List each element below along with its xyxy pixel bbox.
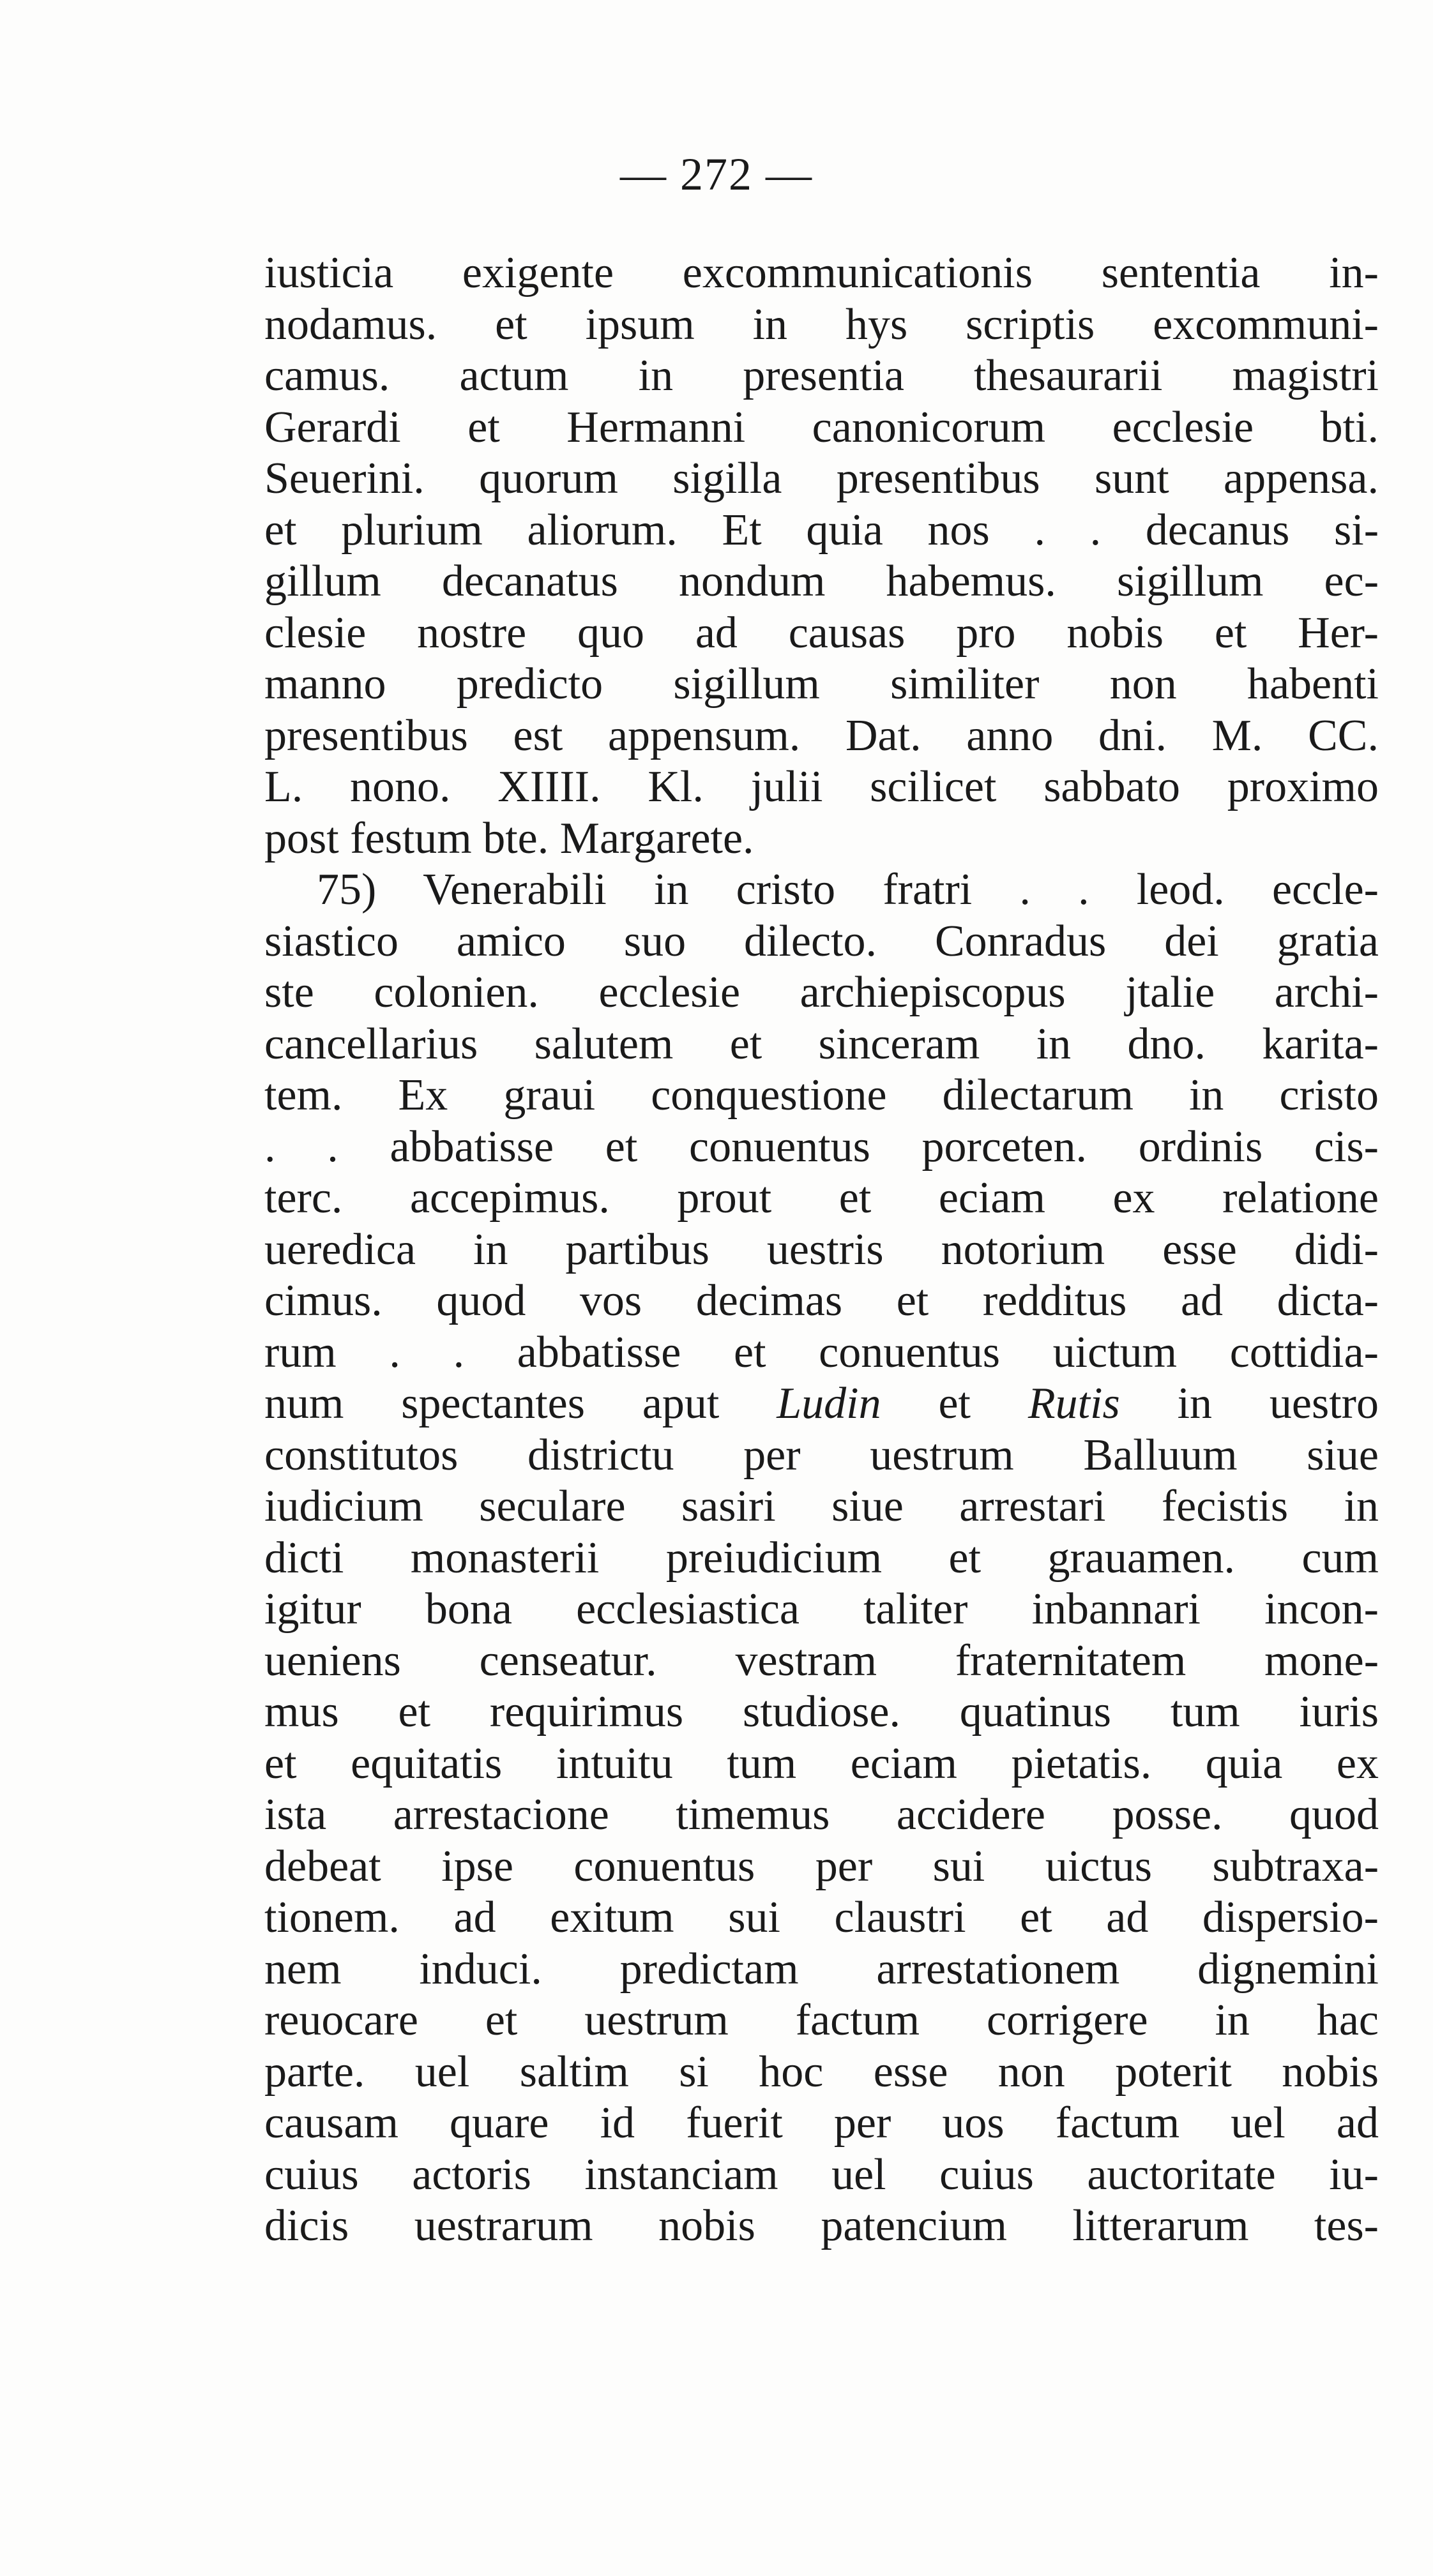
text-segment: ste colonien. ecclesie archiepiscopus jtalie archi- bbox=[264, 968, 1379, 1017]
italic-place-name: Ludin bbox=[777, 1379, 881, 1428]
text-line bbox=[264, 1070, 1379, 1122]
text-line bbox=[264, 1533, 1379, 1585]
text-segment: et equitatis intuitu tum eciam pietatis. quia ex bbox=[264, 1738, 1379, 1788]
text-segment: igitur bona ecclesiastica taliter inbannari incon- bbox=[264, 1585, 1379, 1634]
text-segment: presentibus est appensum. Dat. anno dni. M. CC. bbox=[264, 711, 1379, 760]
text-segment: ueniens censeatur. vestram fraternitatem mone- bbox=[264, 1636, 1379, 1685]
text-segment: camus. actum in presentia thesaurarii magistri bbox=[264, 351, 1379, 400]
text-segment: rum . . abbatisse et conuentus uictum cottidia- bbox=[264, 1327, 1379, 1377]
text-segment: Seuerini. quorum sigilla presentibus sunt appensa. bbox=[264, 454, 1379, 503]
text-segment: Gerardi et Hermanni canonicorum ecclesie bti. bbox=[264, 402, 1379, 452]
text-line bbox=[264, 2201, 1379, 2252]
text-line bbox=[264, 1687, 1379, 1738]
text-line bbox=[264, 608, 1379, 659]
text-segment: ista arrestacione timemus accidere posse. quod bbox=[264, 1790, 1379, 1839]
text-line bbox=[264, 556, 1379, 608]
text-segment: L. nono. XIIII. Kl. julii scilicet sabbato proximo bbox=[264, 762, 1379, 811]
text-segment: mus et requirimus studiose. quatinus tum iuris bbox=[264, 1687, 1379, 1736]
text-line bbox=[264, 1173, 1379, 1224]
text-line bbox=[264, 1892, 1379, 1944]
text-segment: constitutos districtu per uestrum Balluum siue bbox=[264, 1430, 1379, 1480]
text-line bbox=[264, 1327, 1379, 1379]
text-segment: nem induci. predictam arrestationem dignemini bbox=[264, 1944, 1379, 1994]
text-line bbox=[264, 659, 1379, 711]
text-segment: debeat ipse conuentus per sui uictus subtraxa- bbox=[264, 1841, 1379, 1891]
text-segment: cancellarius salutem et sinceram in dno. karita- bbox=[264, 1019, 1379, 1069]
text-line bbox=[264, 1430, 1379, 1482]
text-segment: tionem. ad exitum sui claustri et ad dispersio- bbox=[264, 1893, 1379, 1942]
text-line bbox=[264, 453, 1379, 505]
text-segment: iudicium seculare sasiri siue arrestari fecistis in bbox=[264, 1482, 1379, 1531]
text-line bbox=[264, 2150, 1379, 2201]
text-line bbox=[264, 1584, 1379, 1636]
text-line bbox=[264, 1276, 1379, 1327]
text-segment: et bbox=[881, 1379, 1028, 1428]
text-line bbox=[264, 402, 1379, 454]
text-segment: manno predicto sigillum similiter non habenti bbox=[264, 659, 1379, 709]
text-line bbox=[264, 916, 1379, 968]
text-line bbox=[264, 1944, 1379, 1996]
text-segment: cimus. quod vos decimas et redditus ad dicta- bbox=[264, 1276, 1379, 1325]
text-line bbox=[264, 1481, 1379, 1533]
italic-place-name: Rutis bbox=[1027, 1379, 1120, 1428]
text-line bbox=[264, 711, 1379, 762]
text-segment: 75) Venerabili in cristo fratri . . leod. eccle- bbox=[317, 865, 1379, 914]
text-segment: ueredica in partibus uestris notorium esse didi- bbox=[264, 1224, 1379, 1274]
text-segment: reuocare et uestrum factum corrigere in hac bbox=[264, 1996, 1379, 2045]
text-segment: parte. uel saltim si hoc esse non poterit nobis bbox=[264, 2047, 1379, 2097]
text-line bbox=[264, 350, 1379, 402]
text-segment: terc. accepimus. prout et eciam ex relatione bbox=[264, 1173, 1379, 1223]
text-segment: dicis uestrarum nobis patencium litterarum tes- bbox=[264, 2201, 1379, 2250]
text-segment: gillum decanatus nondum habemus. sigillum ec- bbox=[264, 557, 1379, 606]
text-line bbox=[264, 762, 1379, 813]
text-segment: tem. Ex graui conquestione dilectarum in cristo bbox=[264, 1071, 1379, 1120]
text-line bbox=[264, 248, 1379, 299]
text-segment: siastico amico suo dilecto. Conradus dei gratia bbox=[264, 916, 1379, 966]
text-line bbox=[264, 1789, 1379, 1841]
text-segment: clesie nostre quo ad causas pro nobis et Her- bbox=[264, 608, 1379, 658]
text-line bbox=[264, 1738, 1379, 1790]
text-line bbox=[264, 505, 1379, 557]
text-segment: num spectantes aput bbox=[264, 1379, 777, 1428]
body-text bbox=[264, 248, 1379, 2252]
text-segment: et plurium aliorum. Et quia nos . . decanus si- bbox=[264, 505, 1379, 555]
text-segment: cuius actoris instanciam uel cuius auctoritate iu- bbox=[264, 2150, 1379, 2199]
text-line bbox=[264, 1378, 1379, 1430]
text-line bbox=[264, 967, 1379, 1019]
text-line bbox=[264, 864, 1379, 916]
page-number-header: — 272 — bbox=[620, 149, 813, 200]
text-line bbox=[264, 2098, 1379, 2150]
text-line bbox=[264, 1019, 1379, 1071]
text-line bbox=[264, 2047, 1379, 2098]
text-segment: nodamus. et ipsum in hys scriptis excommuni- bbox=[264, 299, 1379, 349]
text-segment: . . abbatisse et conuentus porceten. ordinis cis- bbox=[264, 1122, 1379, 1171]
text-line bbox=[264, 299, 1379, 351]
text-line bbox=[264, 1224, 1379, 1276]
text-line bbox=[264, 1636, 1379, 1687]
text-segment: dicti monasterii preiudicium et grauamen. cum bbox=[264, 1533, 1379, 1583]
text-line bbox=[264, 1995, 1379, 2047]
text-segment: post festum bte. Margarete. bbox=[264, 813, 754, 863]
text-line bbox=[264, 813, 1379, 865]
text-segment: in uestro bbox=[1119, 1379, 1379, 1428]
text-line bbox=[264, 1122, 1379, 1173]
text-segment: causam quare id fuerit per uos factum uel ad bbox=[264, 2098, 1379, 2148]
text-line bbox=[264, 1841, 1379, 1893]
text-segment: iusticia exigente excommunicationis sententia in- bbox=[264, 248, 1379, 298]
